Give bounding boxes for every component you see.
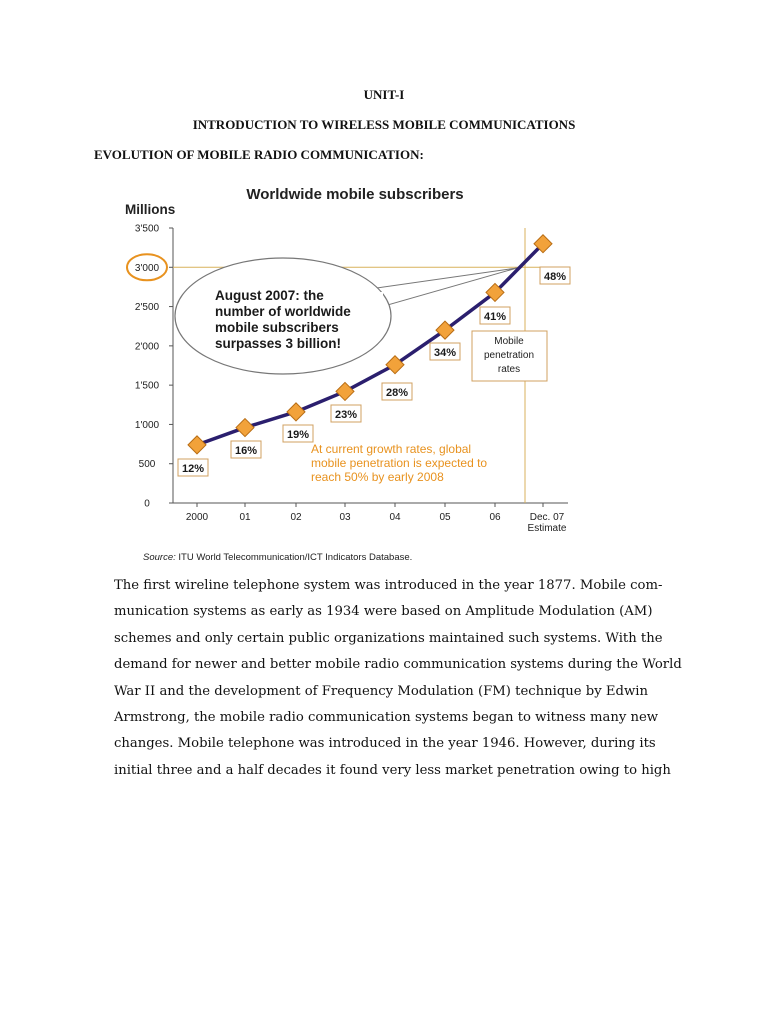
y-axis-label: Millions [125,202,176,217]
x-tick-label: 01 [239,512,251,523]
y-tick-label: 3'000 [134,262,160,274]
y-tick-label: 0 [144,498,150,510]
y-tick-label: 1'000 [134,419,160,431]
x-tick-label: Dec. 07 [529,512,565,523]
y-tick-label: 1'500 [134,380,160,392]
x-tick-label: 02 [290,512,302,523]
data-point [236,419,254,437]
chart-source: Source: ITU World Telecommunication/ICT Indicators Database. [143,552,413,563]
data-point [336,382,354,400]
paragraph-line: Armstrong, the mobile radio communication systems began to witness many new [114,710,659,726]
legend-text: Mobile [494,336,524,347]
annotation-text: mobile penetration is expected to [311,456,488,470]
data-point [188,436,206,454]
penetration-label: 19% [286,429,310,441]
x-tick-label: 03 [339,512,351,523]
callout-text: number of worldwide [215,304,351,319]
chart-title: Worldwide mobile subscribers [246,186,464,203]
legend-text: rates [497,364,521,375]
penetration-label: 34% [433,347,457,359]
callout-text: surpasses 3 billion! [215,336,342,351]
x-tick-label: 2000 [185,512,209,523]
y-tick-label: 2'000 [134,341,160,353]
annotation-text: reach 50% by early 2008 [311,470,444,484]
penetration-label: 28% [385,387,409,399]
paragraph-line: War II and the development of Frequency Modulation (FM) technique by Edwin [114,683,648,699]
y-tick-label: 500 [138,459,156,471]
unit-heading: UNIT-I [363,87,405,102]
chapter-title: INTRODUCTION TO WIRELESS MOBILE COMMUNICATIONS [192,117,576,132]
data-point [287,403,305,421]
callout-joint [369,292,383,312]
legend-text: penetration [483,350,535,361]
body-paragraph [114,573,682,784]
x-tick-label: 06 [489,512,501,523]
paragraph-line: munication systems as early as 1934 were based on Amplitude Modulation (AM) [114,604,653,620]
y-tick-label: 2'500 [134,302,160,314]
x-tick-label: 04 [389,512,401,523]
paragraph-line: schemes and only certain public organizations maintained such systems. With the [114,630,663,646]
penetration-label: 48% [543,271,567,283]
y-tick-label: 3'500 [134,223,160,235]
paragraph-line: demand for newer and better mobile radio communication systems during the World [114,657,682,673]
callout-text: mobile subscribers [215,320,339,335]
section-heading: EVOLUTION OF MOBILE RADIO COMMUNICATION: [94,147,424,162]
callout-text: August 2007: the [215,288,324,303]
x-tick-label: 05 [439,512,451,523]
paragraph-line: initial three and a half decades it found very less market penetration owing to high [114,762,671,778]
paragraph-line: The first wireline telephone system was introduced in the year 1877. Mobile com- [114,578,663,593]
annotation-text: At current growth rates, global [311,442,472,456]
penetration-label: 41% [483,311,507,323]
penetration-label: 12% [181,463,205,475]
penetration-label: 16% [234,445,258,457]
subscribers-chart [115,178,585,568]
x-tick-label: Estimate [527,523,567,534]
paragraph-line: changes. Mobile telephone was introduced in the year 1946. However, during its [114,736,656,752]
penetration-label: 23% [334,409,358,421]
